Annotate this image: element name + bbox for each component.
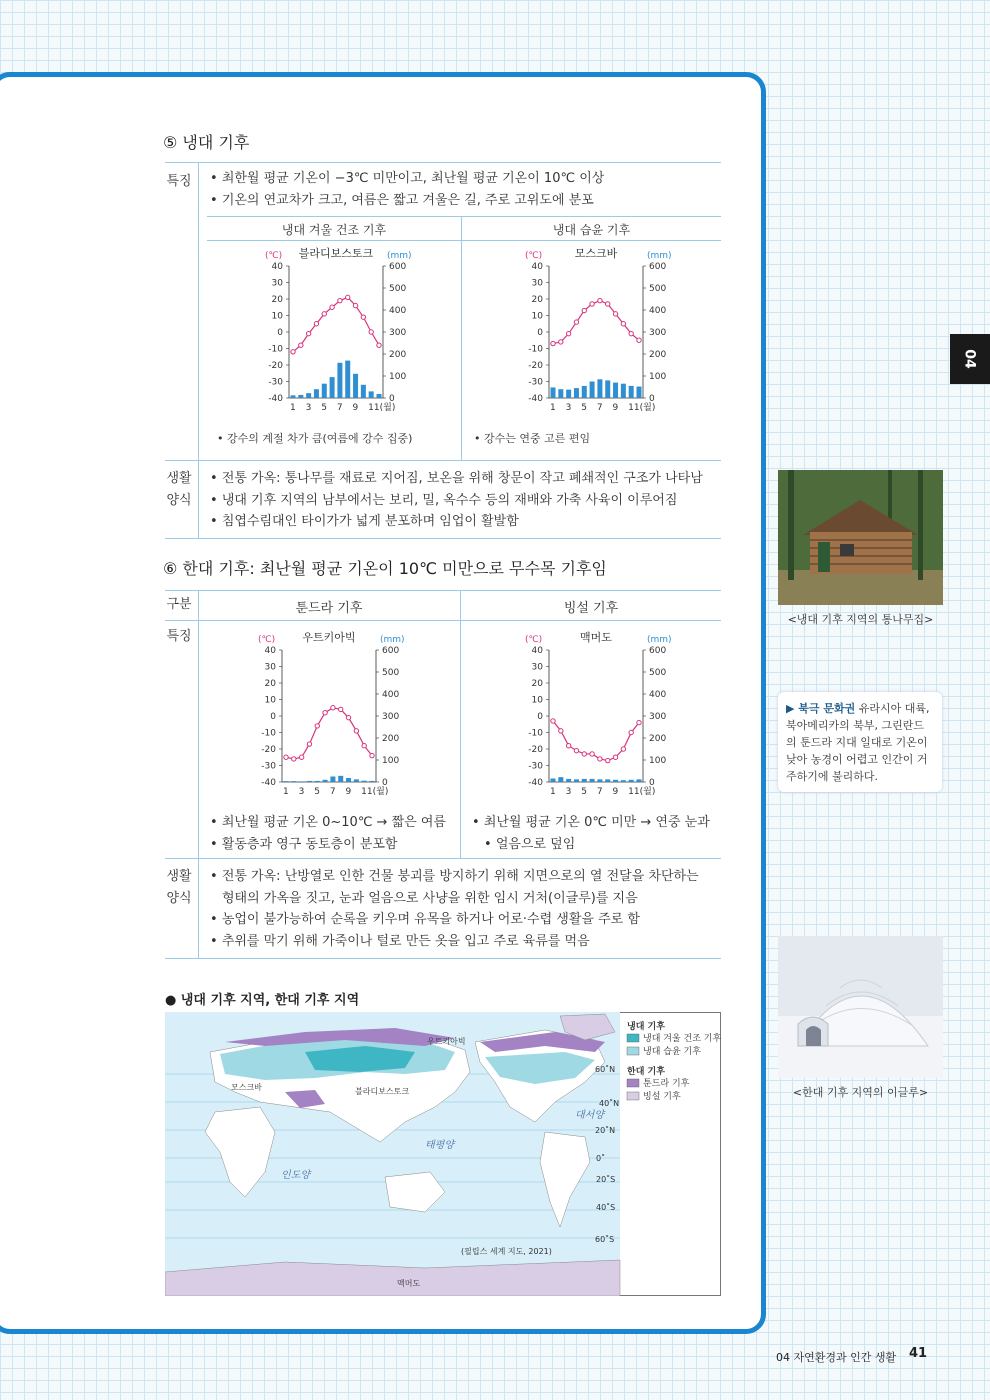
temp-tick-label: 20 <box>531 679 543 689</box>
temp-tick-label: 10 <box>264 695 276 706</box>
map-source: (필립스 세계 지도, 2021) <box>461 1247 552 1256</box>
precip-tick-label: 400 <box>649 690 667 700</box>
temp-point <box>629 730 633 734</box>
precip-bar <box>330 377 335 398</box>
precip-tick-label: 400 <box>382 690 400 700</box>
note-title: ▶ 북극 문화권 <box>786 702 856 715</box>
month-tick-label: 11(월) <box>368 403 396 413</box>
rule <box>165 460 721 461</box>
chart-title: 우트키아빅 <box>302 631 356 644</box>
igloo-photo <box>778 936 943 1078</box>
temp-tick-label: 20 <box>531 295 543 305</box>
temp-point <box>284 755 288 759</box>
temp-point <box>582 308 586 312</box>
month-tick-label: 1 <box>550 403 556 413</box>
temp-point <box>559 340 563 344</box>
temp-point <box>606 758 610 762</box>
precip-bar <box>613 383 618 398</box>
precip-tick-label: 500 <box>649 668 667 678</box>
temp-point <box>613 312 617 316</box>
rule <box>165 858 721 859</box>
precip-bar <box>558 777 563 782</box>
temp-tick-label: 40 <box>264 646 276 656</box>
month-tick-label: 9 <box>612 787 619 797</box>
precip-bar <box>551 778 556 782</box>
feature-item: • 최한월 평균 기온이 −3℃ 미만이고, 최난월 평균 기온이 10℃ 이상 <box>210 169 604 189</box>
legend-humid: 냉대 습윤 기후 <box>643 1047 701 1057</box>
climate-chart-vladivostok <box>255 244 415 419</box>
legend-heading-polar: 한대 기후 <box>627 1067 665 1077</box>
temp-tick-label: -20 <box>528 745 543 755</box>
label-indian: 인도양 <box>281 1170 310 1181</box>
chart-title: 맥머도 <box>580 631 612 644</box>
life-item: • 농업이 불가능하여 순록을 키우며 유목을 하거나 어로·수렵 생활을 주로 함 <box>210 910 640 930</box>
temp-point <box>331 706 335 710</box>
temp-point <box>629 331 633 335</box>
precip-unit: (mm) <box>647 635 672 645</box>
caption-tundra: • 최난월 평균 기온 0~10℃ → 짧은 여름 <box>210 813 446 833</box>
temp-point <box>346 295 350 299</box>
precip-tick-label: 300 <box>382 712 400 722</box>
temp-point <box>598 298 602 302</box>
temp-tick-label: 30 <box>264 662 276 673</box>
temp-tick-label: -10 <box>268 344 283 355</box>
precip-unit: (mm) <box>647 251 672 261</box>
precip-bar <box>590 779 595 782</box>
precip-tick-label: 600 <box>649 646 667 656</box>
temp-tick-label: 20 <box>264 679 276 689</box>
month-tick-label: 3 <box>305 403 312 413</box>
precip-bar <box>574 779 579 782</box>
chart-title: 블라디보스토크 <box>298 247 374 260</box>
temp-tick-label: 20 <box>271 295 283 305</box>
rule <box>165 590 721 591</box>
precip-tick-label: 300 <box>649 712 667 722</box>
life-item: • 전통 가옥: 난방열로 인한 건물 붕괴를 방지하기 위해 지면으로의 열 전달을 차단하는 <box>210 867 699 887</box>
precip-bar <box>551 387 556 398</box>
col-title-ice: 빙설 기후 <box>563 601 619 616</box>
climate-chart-mcmurdo <box>515 628 675 803</box>
precip-tick-label: 500 <box>382 668 400 678</box>
legend-tundra: 툰드라 기후 <box>643 1079 690 1089</box>
temp-tick-label: 0 <box>537 712 543 722</box>
precip-bar <box>315 781 320 782</box>
vrule <box>198 460 199 538</box>
label-atlantic: 대서양 <box>575 1110 604 1121</box>
month-tick-label: 1 <box>550 787 556 797</box>
precip-bar <box>353 374 358 398</box>
vrule <box>198 858 199 958</box>
precip-bar <box>284 781 289 782</box>
temp-point <box>299 343 303 347</box>
precip-tick-label: 0 <box>389 394 395 404</box>
temp-point <box>566 744 570 748</box>
temp-point <box>299 755 303 759</box>
precip-bar <box>629 386 634 398</box>
temp-tick-label: 30 <box>271 278 283 289</box>
temp-tick-label: -30 <box>528 761 543 772</box>
lat-60s: 60˚S <box>595 1235 615 1244</box>
precip-bar <box>291 395 296 398</box>
life-item-cont: 형태의 가옥을 짓고, 눈과 얼음으로 사냥을 위한 임시 거처(이글루)를 지음 <box>222 891 638 906</box>
precip-bar <box>637 779 642 782</box>
precip-bar <box>361 385 366 398</box>
log-cabin-photo <box>778 470 943 605</box>
precip-tick-label: 600 <box>382 646 400 656</box>
temp-point <box>574 748 578 752</box>
temp-tick-label: -10 <box>528 728 543 739</box>
precip-tick-label: 200 <box>389 350 407 360</box>
temp-tick-label: -30 <box>528 377 543 388</box>
temp-tick-label: -20 <box>528 361 543 371</box>
life-item: • 침엽수림대인 타이가가 넓게 분포하며 임업이 활발함 <box>210 512 519 532</box>
temp-tick-label: 10 <box>531 695 543 706</box>
temp-point <box>370 753 374 757</box>
caption-humid: • 강수는 연중 고른 편임 <box>474 430 590 446</box>
precip-bar <box>597 379 602 398</box>
precip-bar <box>338 776 343 782</box>
label-life: 생활 양식 <box>166 471 192 508</box>
temp-tick-label: -20 <box>268 361 283 371</box>
month-tick-label: 5 <box>321 403 328 413</box>
month-tick-label: 7 <box>336 403 343 413</box>
caption-tundra: • 활동층과 영구 동토층이 분포함 <box>210 835 397 855</box>
precip-tick-label: 100 <box>649 756 667 766</box>
igloo-caption: <한대 기후 지역의 이글루> <box>792 1086 929 1099</box>
note-text: 유라시아 대륙, 북아메리카의 북부, 그린란드의 툰드라 지대 일대로 기온이 낮아 농경이 어렵고 인간이 거주하기에 불리하다. <box>786 702 930 783</box>
temp-tick-label: -20 <box>261 745 276 755</box>
month-tick-label: 11(월) <box>361 787 389 797</box>
temp-point <box>621 322 625 326</box>
temp-tick-label: -40 <box>528 778 543 788</box>
temp-point <box>353 303 357 307</box>
precip-bar <box>558 389 563 398</box>
lat-20n: 20˚N <box>595 1126 616 1135</box>
precip-bar <box>605 380 610 398</box>
temp-tick-label: 40 <box>271 262 283 272</box>
col-title-tundra: 툰드라 기후 <box>295 601 363 616</box>
month-tick-label: 3 <box>565 403 572 413</box>
precip-tick-label: 300 <box>389 328 407 338</box>
vrule <box>460 590 461 858</box>
precip-bar <box>621 780 626 782</box>
temp-tick-label: 10 <box>531 311 543 322</box>
precip-bar <box>323 780 328 782</box>
precip-tick-label: 400 <box>389 306 407 316</box>
temp-point <box>292 757 296 761</box>
month-tick-label: 3 <box>565 787 572 797</box>
precip-bar <box>605 779 610 782</box>
page-number: 41 <box>909 1346 928 1361</box>
legend-swatch-humid <box>627 1047 639 1055</box>
month-tick-label: 1 <box>290 403 296 413</box>
precip-bar <box>597 779 602 782</box>
temp-tick-label: 0 <box>277 328 283 338</box>
precip-bar <box>582 779 587 782</box>
precip-bar <box>330 777 335 783</box>
precip-tick-label: 0 <box>649 778 655 788</box>
label-moscow: 모스크바 <box>231 1083 262 1092</box>
precip-bar <box>566 390 571 398</box>
precip-bar <box>337 363 342 398</box>
month-tick-label: 3 <box>298 787 305 797</box>
temp-unit: (℃) <box>525 635 543 645</box>
climate-chart-utqiagvik <box>248 628 408 803</box>
precip-bar <box>346 778 351 782</box>
precip-bar <box>566 779 571 782</box>
precip-bar <box>322 384 327 398</box>
temp-point <box>566 331 570 335</box>
temp-line <box>286 708 372 759</box>
temp-tick-label: 40 <box>531 646 543 656</box>
temp-tick-label: -10 <box>261 728 276 739</box>
temp-point <box>574 320 578 324</box>
month-tick-label: 11(월) <box>628 403 656 413</box>
label-class: 구분 <box>166 597 192 612</box>
precip-bar <box>299 781 304 782</box>
caption-dry-winter: • 강수의 계절 차가 큼(여름에 강수 집중) <box>217 430 412 446</box>
precip-tick-label: 500 <box>389 284 407 294</box>
temp-point <box>613 755 617 759</box>
lat-20s: 20˚S <box>596 1175 616 1184</box>
arctic-note <box>778 692 942 792</box>
precip-bar <box>621 384 626 398</box>
precip-bar <box>354 779 359 782</box>
temp-tick-label: 40 <box>531 262 543 272</box>
precip-bar <box>362 781 367 782</box>
temp-point <box>291 350 295 354</box>
legend-dry-winter: 냉대 겨울 건조 기후 <box>643 1034 721 1044</box>
temp-point <box>346 715 350 719</box>
temp-tick-label: 0 <box>537 328 543 338</box>
month-tick-label: 1 <box>283 787 289 797</box>
temp-line <box>553 721 639 761</box>
caption-ice: • 최난월 평균 기온 0℃ 미만 → 연중 눈과 <box>472 813 710 833</box>
precip-bar <box>306 393 311 398</box>
precip-bar <box>369 391 374 398</box>
temp-point <box>330 305 334 309</box>
precip-unit: (mm) <box>380 635 405 645</box>
lat-40n: 40˚N <box>599 1099 620 1108</box>
month-tick-label: 9 <box>345 787 352 797</box>
lat-40s: 40˚S <box>596 1203 616 1212</box>
footer-chapter: 04 자연환경과 인간 생활 <box>776 1351 897 1364</box>
rule <box>165 958 721 959</box>
precip-tick-label: 300 <box>649 328 667 338</box>
month-tick-label: 7 <box>329 787 336 797</box>
precip-bar <box>377 394 382 398</box>
temp-point <box>377 343 381 347</box>
temp-point <box>369 330 373 334</box>
month-tick-label: 9 <box>612 403 619 413</box>
temp-point <box>621 747 625 751</box>
precip-bar <box>582 386 587 398</box>
legend-swatch-ice <box>627 1092 639 1100</box>
precip-tick-label: 200 <box>649 350 667 360</box>
temp-unit: (℃) <box>258 635 276 645</box>
temp-point <box>338 298 342 302</box>
temp-point <box>590 302 594 306</box>
label-feature: 특징 <box>166 174 192 189</box>
legend-heading-cold: 냉대 기후 <box>627 1022 665 1032</box>
temp-point <box>598 757 602 761</box>
month-tick-label: 5 <box>314 787 321 797</box>
precip-bar <box>291 781 296 782</box>
temp-unit: (℃) <box>265 251 283 261</box>
temp-tick-label: 30 <box>531 662 543 673</box>
precip-tick-label: 400 <box>649 306 667 316</box>
col-title-dry-winter: 냉대 겨울 건조 기후 <box>281 223 387 237</box>
chart-title: 모스크바 <box>574 247 618 260</box>
temp-point <box>582 752 586 756</box>
temp-unit: (℃) <box>525 251 543 261</box>
month-tick-label: 11(월) <box>628 787 656 797</box>
precip-bar <box>590 382 595 399</box>
chapter-tab: 04 <box>950 334 990 384</box>
temp-point <box>606 302 610 306</box>
section5-title: ⑤ 냉대 기후 <box>163 133 250 152</box>
precip-bar <box>370 781 375 782</box>
vrule <box>198 590 199 858</box>
life-item: • 전통 가옥: 통나무를 재료로 지어짐, 보온을 위해 창문이 작고 폐쇄적인 구조가 나타남 <box>210 469 703 489</box>
climate-map <box>165 1012 721 1296</box>
temp-point <box>354 729 358 733</box>
precip-tick-label: 0 <box>649 394 655 404</box>
temp-point <box>362 744 366 748</box>
rule <box>165 538 721 539</box>
vrule <box>461 216 462 460</box>
section6-title: ⑥ 한대 기후: 최난월 평균 기온이 10℃ 미만으로 무수목 기후임 <box>163 559 607 578</box>
temp-point <box>551 341 555 345</box>
precip-bar <box>637 387 642 398</box>
month-tick-label: 5 <box>581 787 588 797</box>
temp-point <box>559 729 563 733</box>
feature-item: • 기온의 연교차가 크고, 여름은 짧고 겨울은 길, 주로 고위도에 분포 <box>210 191 594 211</box>
label-utqiagvik: 우트키아빅 <box>427 1037 466 1046</box>
vrule <box>198 162 199 460</box>
month-tick-label: 9 <box>352 403 359 413</box>
month-tick-label: 7 <box>596 787 603 797</box>
temp-tick-label: 0 <box>270 712 276 722</box>
rule <box>165 620 721 621</box>
temp-point <box>339 707 343 711</box>
temp-point <box>637 338 641 342</box>
lat-0: 0˚ <box>596 1154 606 1163</box>
temp-point <box>323 711 327 715</box>
legend-ice: 빙설 기후 <box>643 1092 681 1102</box>
label-pacific: 태평양 <box>425 1140 454 1151</box>
map-title: ● 냉대 기후 지역, 한대 기후 지역 <box>165 993 360 1008</box>
label-mcmurdo: 맥머도 <box>397 1279 421 1288</box>
temp-point <box>322 312 326 316</box>
rule <box>165 162 721 163</box>
lat-60n: 60˚N <box>595 1065 616 1074</box>
temp-tick-label: -40 <box>528 394 543 404</box>
precip-tick-label: 600 <box>389 262 407 272</box>
precip-tick-label: 200 <box>649 734 667 744</box>
legend-swatch-tundra <box>627 1079 639 1087</box>
climate-chart-moscow <box>515 244 675 419</box>
col-title-humid: 냉대 습윤 기후 <box>552 223 631 237</box>
label-life: 생활 양식 <box>166 869 192 906</box>
precip-bar <box>307 781 312 782</box>
precip-bar <box>345 361 350 398</box>
precip-bar <box>314 389 319 398</box>
precip-tick-label: 600 <box>649 262 667 272</box>
precip-bar <box>613 780 618 782</box>
precip-tick-label: 100 <box>389 372 407 382</box>
temp-tick-label: 10 <box>271 311 283 322</box>
month-tick-label: 7 <box>596 403 603 413</box>
precip-unit: (mm) <box>387 251 412 261</box>
temp-tick-label: -40 <box>261 778 276 788</box>
temp-tick-label: 30 <box>531 278 543 289</box>
temp-point <box>590 752 594 756</box>
precip-bar <box>298 395 303 398</box>
temp-line <box>553 301 639 344</box>
label-vladivostok: 블라디보스토크 <box>355 1087 410 1096</box>
temp-line <box>293 297 379 351</box>
temp-point <box>315 724 319 728</box>
precip-bar <box>574 388 579 398</box>
rule <box>207 216 721 217</box>
precip-tick-label: 200 <box>382 734 400 744</box>
temp-point <box>361 315 365 319</box>
temp-tick-label: -10 <box>528 344 543 355</box>
temp-point <box>306 331 310 335</box>
precip-tick-label: 100 <box>382 756 400 766</box>
cabin-caption: <냉대 기후 지역의 통나무집> <box>787 613 934 626</box>
temp-point <box>314 322 318 326</box>
temp-point <box>637 720 641 724</box>
temp-point <box>307 742 311 746</box>
precip-tick-label: 0 <box>382 778 388 788</box>
temp-point <box>551 719 555 723</box>
temp-tick-label: -40 <box>268 394 283 404</box>
legend-swatch-dry-winter <box>627 1034 639 1042</box>
precip-bar <box>629 780 634 782</box>
temp-tick-label: -30 <box>268 377 283 388</box>
caption-ice: • 얼음으로 덮임 <box>484 835 575 855</box>
rule <box>207 240 721 241</box>
temp-tick-label: -30 <box>261 761 276 772</box>
life-item: • 냉대 기후 지역의 남부에서는 보리, 밀, 옥수수 등의 재배와 가축 사육이 이루어짐 <box>210 491 677 511</box>
life-item: • 추위를 막기 위해 가죽이나 털로 만든 옷을 입고 주로 육류를 먹음 <box>210 932 590 952</box>
label-feature: 특징 <box>166 629 192 644</box>
precip-tick-label: 100 <box>649 372 667 382</box>
month-tick-label: 5 <box>581 403 588 413</box>
precip-tick-label: 500 <box>649 284 667 294</box>
